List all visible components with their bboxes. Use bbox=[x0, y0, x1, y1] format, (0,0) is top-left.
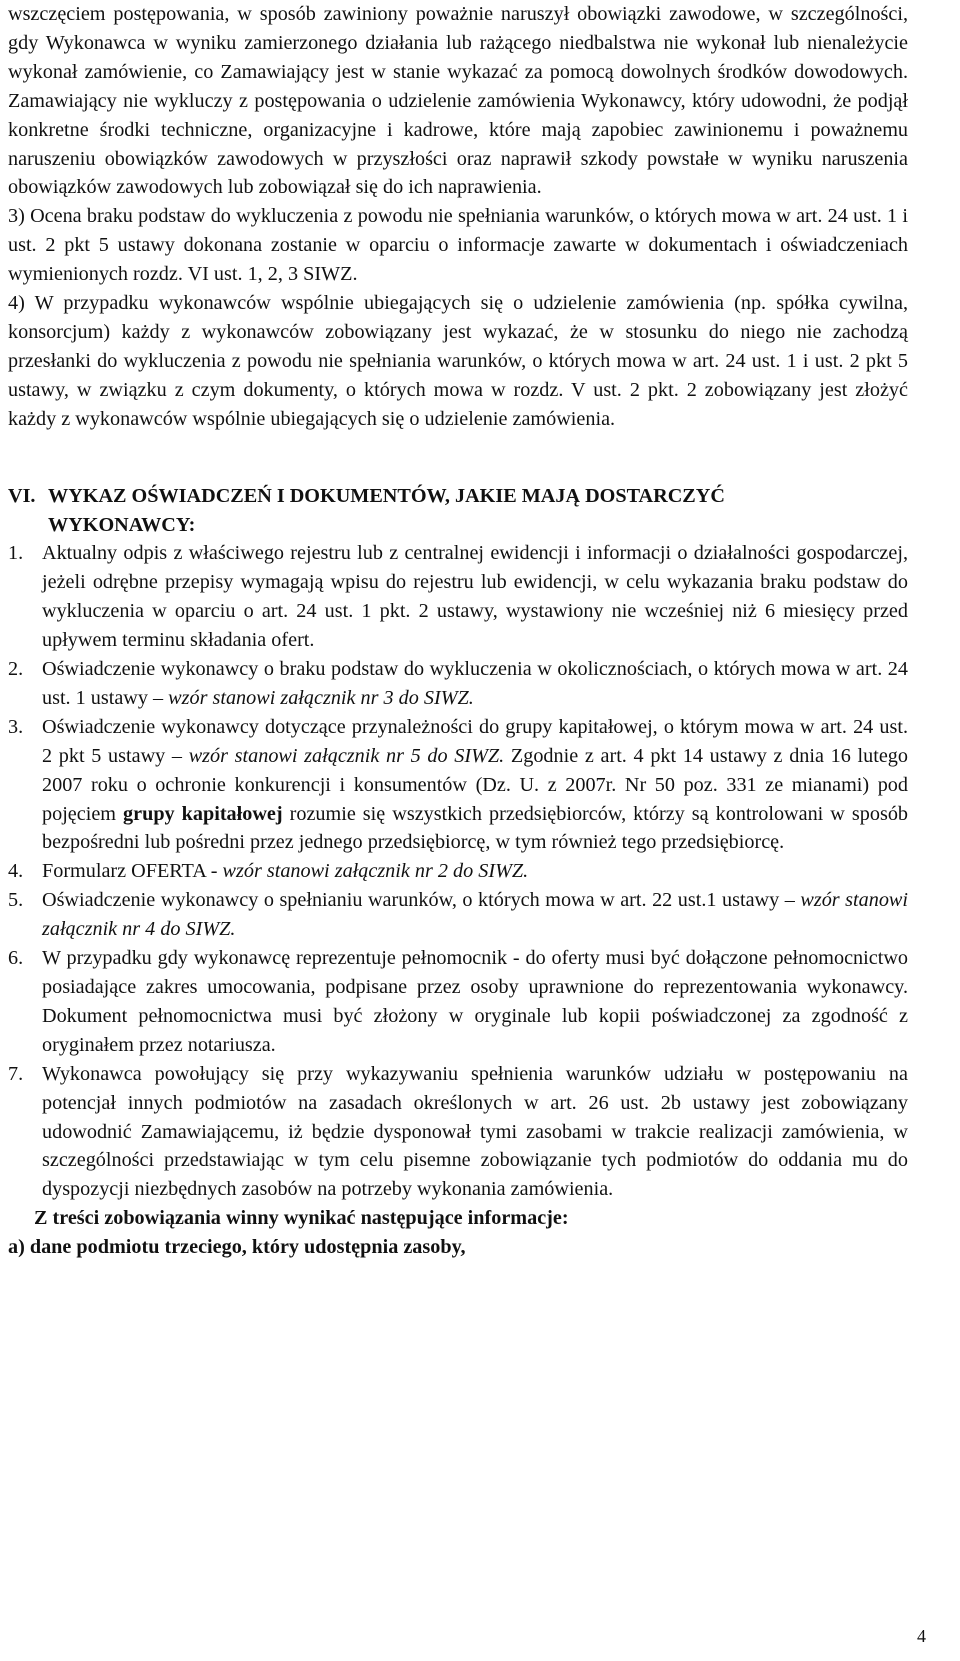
list-item-text-2: Zgodnie z art. 4 pkt 14 ustawy z dnia 16 lutego 2007 roku o ochronie konkurencji i konsumentów (Dz. U. z 2007r. Nr 50 poz. 331 ze mianami) pod pojęciem bbox=[42, 744, 908, 825]
list-item-text: Oświadczenie wykonawcy o braku podstaw do wykluczenia w okolicznościach, o których mowa w art. 24 ust. 1 ustawy – bbox=[42, 658, 908, 709]
bold-subheading: Z treści zobowiązania winny wynikać następujące informacje: bbox=[34, 1207, 569, 1230]
list-item bbox=[8, 713, 908, 858]
paragraph-continuation: wszczęciem postępowania, w sposób zawiniony poważnie naruszył obowiązki zawodowe, w szczególności, gdy Wykonawca w wyniku zamierzonego działania lub rażącego niedbalstwa nie wykonał lub nienależycie wykonał zamówienie, co Zamawiający jest w stanie wykazać za pomocą dowolnych środków dowodowych. Zamawiający nie wykluczy z postępowania o udzielenie zamówienia Wykonawcy, który udowodni, że podjął konkretne środki techniczne, organizacyjne i kadrowe, które mają zapobiec zawinionemu i poważnemu naruszeniu obowiązków zawodowych w przyszłości oraz naprawił szkody powstałe w wyniku naruszenia obowiązków zawodowych lub zobowiązał się do ich naprawienia. bbox=[8, 3, 908, 199]
list-item-number: 3. bbox=[8, 715, 24, 738]
list-item-text: Aktualny odpis z właściwego rejestru lub z centralnej ewidencji i informacji o działalności gospodarczej, jeżeli odrębne przepisy wymagają wpisu do rejestru lub ewidencji, w celu wykazania braku podstaw do wykluczenia w oparciu o art. 24 ust. 1 pkt. 2 ustawy, wystawiony nie wcześniej niż 6 miesięcy przed upływem terminu składania ofert. bbox=[42, 542, 908, 652]
sub-item-a: a) dane podmiotu trzeciego, który udostępnia zasoby, bbox=[8, 1236, 466, 1259]
list-item-text: Wykonawca powołujący się przy wykazywaniu spełnienia warunków udziału w postępowaniu na potencjał innych podmiotów na zasadach określonych w art. 26 ust. 2b ustawy jest zobowiązany udowodnić Zamawiającemu, iż będzie dysponował tymi zasobami w trakcie realizacji zamówienia, w szczególności przedstawiając w tym celu pisemne zobowiązanie tych podmiotów do oddania mu do dyspozycji niezbędnych zasobów na potrzeby wykonania zamówienia. bbox=[42, 1062, 908, 1201]
page-number: 4 bbox=[917, 1626, 926, 1646]
section-title-line2: WYKONAWCY: bbox=[48, 513, 196, 536]
list-item-italic: wzór stanowi załącznik nr 3 do SIWZ. bbox=[168, 686, 474, 709]
list-item bbox=[8, 944, 908, 1060]
document-page bbox=[8, 0, 908, 1262]
section-title-line1: WYKAZ OŚWIADCZEŃ I DOKUMENTÓW, JAKIE MAJĄ DOSTARCZYĆ bbox=[48, 484, 725, 507]
list-item-number: 6. bbox=[8, 947, 24, 970]
list-item-number: 7. bbox=[8, 1062, 24, 1085]
list-item-italic: wzór stanowi załącznik nr 2 do SIWZ. bbox=[222, 860, 529, 883]
list-item-text-3: rozumie się wszystkich przedsiębiorców, którzy są kontrolowani w sposób bezpośredni lub pośredni przez jednego przedsiębiorcę, w tym również tego przedsiębiorcę. bbox=[42, 802, 909, 854]
list-item-italic: wzór stanowi załącznik nr 5 do SIWZ. bbox=[188, 744, 505, 767]
section-number: VI. bbox=[8, 484, 36, 507]
list-item-number: 5. bbox=[8, 889, 24, 912]
list-item-text: Oświadczenie wykonawcy o spełnianiu warunków, o których mowa w art. 22 ust.1 ustawy – bbox=[42, 889, 801, 912]
list-item bbox=[8, 655, 908, 713]
list-item-text: W przypadku gdy wykonawcę reprezentuje pełnomocnik - do oferty musi być dołączone pełnomocnictwo posiadające zakres umocowania, podpisane przez osoby uprawnione do reprezentowania wykonawcy. Dokument pełnomocnictwa musi być złożony w oryginale lub kopii poświadczonej za zgodność z oryginałem przez notariusza. bbox=[42, 947, 908, 1056]
list-item-number: 4. bbox=[8, 860, 24, 883]
list-item-text: Oświadczenie wykonawcy dotyczące przynależności do grupy kapitałowej, o którym mowa w art. 24 ust. 2 pkt 5 ustawy – bbox=[42, 715, 908, 767]
list-item-text: Formularz OFERTA - bbox=[42, 860, 223, 883]
list-item bbox=[8, 857, 908, 886]
list-item-number: 2. bbox=[8, 658, 24, 681]
paragraph-point-3: 3) Ocena braku podstaw do wykluczenia z powodu nie spełniania warunków, o których mowa w art. 24 ust. 1 i ust. 2 pkt 5 ustawy dokonana zostanie w oparciu o informacje zawarte w dokumentach i oświadczeniach wymienionych rozdz. VI ust. 1, 2, 3 SIWZ. bbox=[8, 205, 908, 286]
list-item-number: 1. bbox=[8, 542, 24, 565]
section-heading bbox=[8, 482, 908, 540]
list-item-italic: wzór stanowi załącznik nr 4 do SIWZ. bbox=[42, 889, 908, 941]
list-item bbox=[8, 886, 908, 944]
list-item-bold: grupy kapitałowej bbox=[123, 802, 283, 825]
paragraph-point-4: 4) W przypadku wykonawców wspólnie ubiegających się o udzielenie zamówienia (np. spółka cywilna, konsorcjum) każdy z wykonawców zobowiązany jest wykazać, że w stosunku do niego nie zachodzą przesłanki do wykluczenia z powodu nie spełniania warunków, o których mowa w art. 24 ust. 1 i ust. 2 pkt 5 ustawy, w związku z czym dokumenty, o których mowa w rozdz. V ust. 2 pkt. 2 zobowiązany jest złożyć każdy z wykonawców wspólnie ubiegających się o udzielenie zamówienia. bbox=[8, 292, 908, 430]
list-item bbox=[8, 539, 908, 655]
list-item bbox=[8, 1060, 908, 1205]
